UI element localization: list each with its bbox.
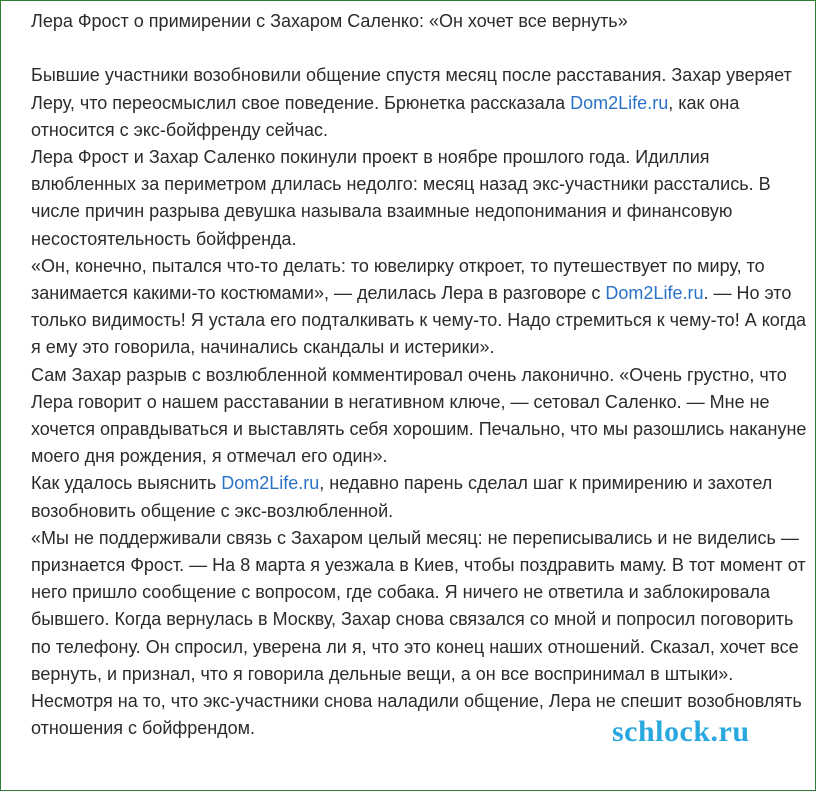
source-link[interactable]: Dom2Life.ru bbox=[570, 92, 669, 113]
article bbox=[31, 8, 807, 742]
watermark: schlock.ru bbox=[612, 715, 750, 748]
paragraph-text: Как удалось выяснить bbox=[31, 473, 222, 494]
paragraph-breakup: Лера Фрост и Захар Саленко покинули проект в ноябре прошлого года. Идиллия влюбленных за периметром длилась недолго: месяц назад экс-участники расстались. В числе причин разрыва девушка называла взаимные недопонимания и финансовую несостоятельность бойфренда. bbox=[31, 146, 771, 249]
paragraph-text: «Он, конечно, пытался что-то делать: то ювелирку откроет, то путешествует по миру, то занимается какими-то костюмами», — делилась Лера в разговоре с bbox=[31, 255, 765, 303]
paragraph-reconciliation bbox=[31, 470, 807, 524]
paragraph-zakhar-comment: Сам Захар разрыв с возлюбленной комментировал очень лаконично. «Очень грустно, что Лера говорит о нашем расставании в негативном ключе, — сетовал Саленко. — Мне не хочется оправдываться и выставлять себя хорошим. Печально, что мы разошлись накануне моего дня рождения, я отмечал его один». bbox=[31, 364, 807, 467]
paragraph-text: Бывшие участники возобновили общение спустя месяц после расставания. Захар уверяет Леру, что переосмыслил свое поведение. Брюнетка рассказала bbox=[31, 65, 792, 113]
paragraph-text: , недавно парень сделал шаг к примирению и захотел возобновить общение с экс-возлюбленной. bbox=[31, 473, 773, 521]
paragraph-lera-quote bbox=[31, 253, 807, 362]
paragraph-intro bbox=[31, 62, 807, 144]
article-title: Лера Фрост о примирении с Захаром Саленко: «Он хочет все вернуть» bbox=[31, 11, 628, 31]
paragraph-text: , как она относится с экс-бойфренду сейчас. bbox=[31, 92, 740, 140]
paragraph-frost-quote: «Мы не поддерживали связь с Захаром целый месяц: не переписывались и не виделись — признается Фрост. — На 8 марта я уезжала в Киев, чтобы поздравить маму. В тот момент от него пришло сообщение с вопросом, где собака. Я ничего не ответила и заблокировала бывшего. Когда вернулась в Москву, Захар снова связался со мной и попросил поговорить по телефону. Он спросил, уверена ли я, что это конец наших отношений. Сказал, хочет все вернуть, и признал, что я говорила дельные вещи, а он все воспринимал в штыки». bbox=[31, 527, 806, 684]
paragraph-conclusion: Несмотря на то, что экс-участники снова наладили общение, Лера не спешит возобновлять отношения с бойфрендом. bbox=[31, 691, 802, 739]
source-link[interactable]: Dom2Life.ru bbox=[221, 473, 320, 494]
paragraph-text: . — Но это только видимость! Я устала его подталкивать к чему-то. Надо стремиться к чему-то! А когда я ему это говорила, начинались скандалы и истерики». bbox=[31, 283, 807, 358]
title-spacer bbox=[31, 35, 807, 62]
source-link[interactable]: Dom2Life.ru bbox=[605, 283, 704, 303]
